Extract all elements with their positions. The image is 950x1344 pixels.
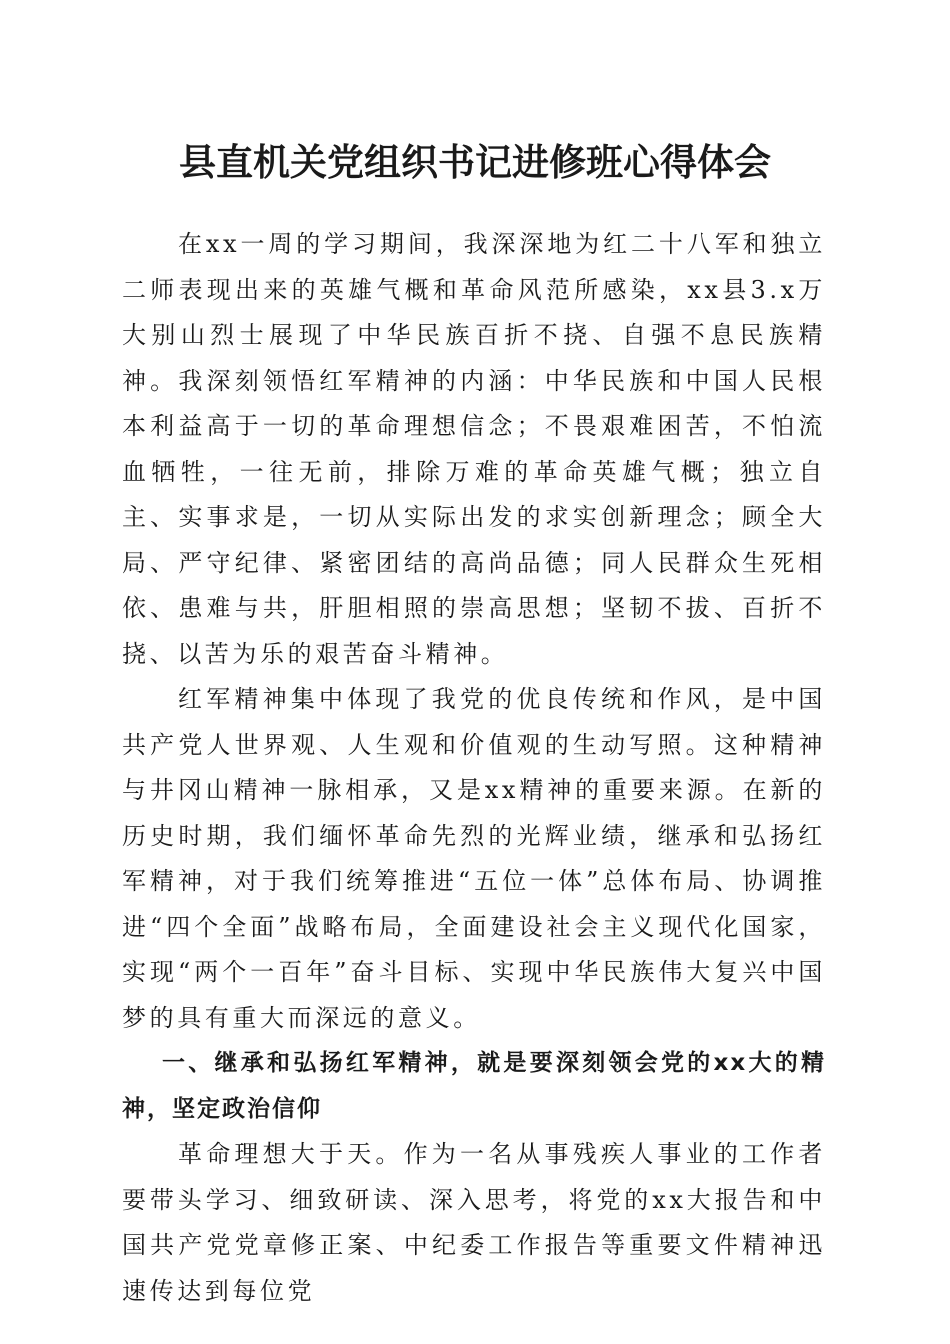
paragraph-red-army-spirit: 红军精神集中体现了我党的优良传统和作风，是中国共产党人世界观、人生观和价值观的生动写照。这种精神与井冈山精神一脉相承，又是xx精神的重要来源。在新的历史时期，我们缅怀革命先烈的光辉业绩，继承和弘扬红军精神，对于我们统筹推进“五位一体”总体布局、协调推进“四个全面”战略布局，全面建设社会主义现代化国家，实现“两个一百年”奋斗目标、实现中华民族伟大复兴中国梦的具有重大而深远的意义。	[122, 685, 826, 1032]
section-heading: 一、继承和弘扬红军精神，就是要深刻领会党的xx大的精神，坚定政治信仰	[122, 1050, 826, 1122]
document-body	[122, 222, 826, 1314]
paragraph-revolutionary-ideal: 革命理想大于天。作为一名从事残疾人事业的工作者要带头学习、细致研读、深入思考，将党的xx大报告和中国共产党党章修正案、中纪委工作报告等重要文件精神迅速传达到每位党	[122, 1140, 826, 1305]
document-title: 县直机关党组织书记进修班心得体会	[179, 140, 771, 184]
paragraph-hero-spirit: 在xx一周的学习期间，我深深地为红二十八军和独立二师表现出来的英雄气概和革命风范所感染，xx县3.x万大别山烈士展现了中华民族百折不挠、自强不息民族精神。我深刻领悟红军精神的内涵：中华民族和中国人民根本利益高于一切的革命理想信念；不畏艰难困苦，不怕流血牺牲，一往无前，排除万难的革命英雄气概；独立自主、实事求是，一切从实际出发的求实创新理念；顾全大局、严守纪律、紧密团结的高尚品德；同人民群众生死相依、患难与共，肝胆相照的崇高思想；坚韧不拔、百折不挠、以苦为乐的艰苦奋斗精神。	[122, 230, 826, 668]
